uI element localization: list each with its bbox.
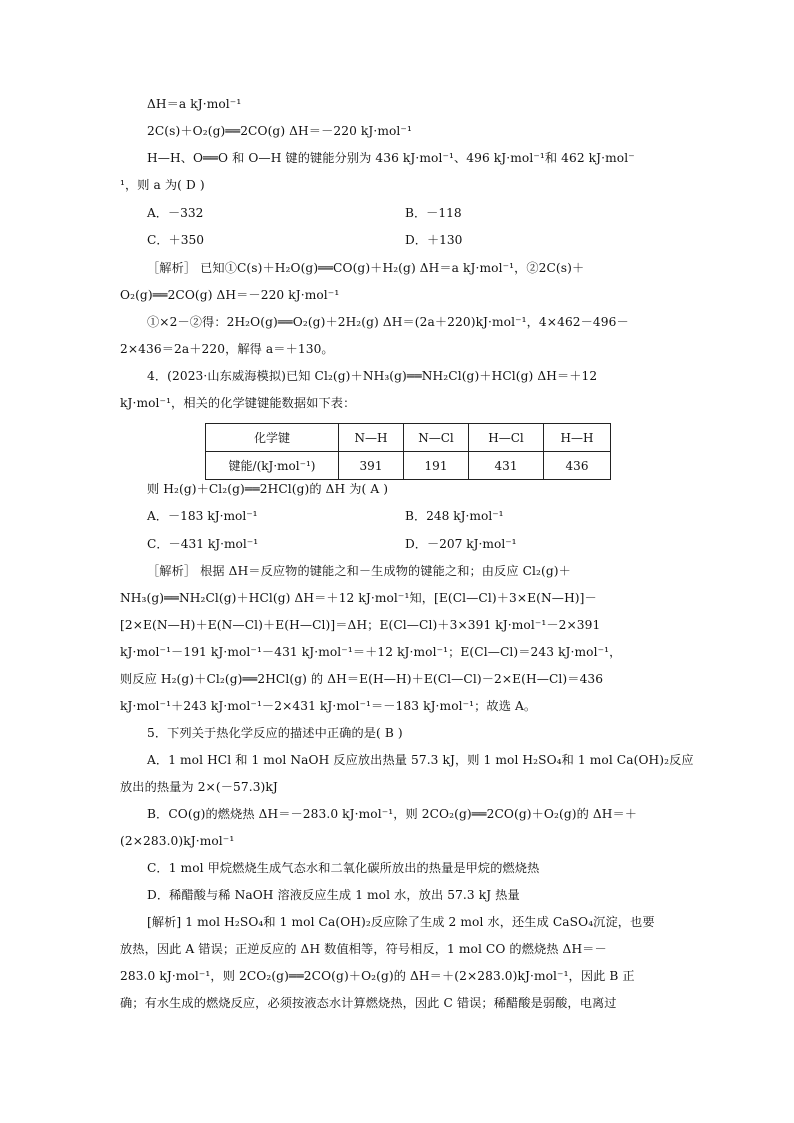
option-b: B．CO(g)的燃烧热 ΔH＝－283.0 kJ·mol⁻¹，则 2CO₂(g)══2CO(g)＋O₂(g)的 ΔH＝＋	[147, 807, 638, 821]
analysis-line: 283.0 kJ·mol⁻¹，则 2CO₂(g)══2CO(g)＋O₂(g)的 ΔH＝＋(2×283.0)kJ·mol⁻¹，因此 B 正	[120, 969, 635, 983]
table-cell: 431	[469, 452, 544, 480]
table-row	[206, 452, 611, 480]
analysis-line: 确；有水生成的燃烧反应，必须按液态水计算燃烧热，因此 C 错误；稀醋酸是弱酸，电离过	[120, 996, 617, 1010]
option-d: D．＋130	[405, 233, 463, 247]
option-d: D．稀醋酸与稀 NaOH 溶液反应生成 1 mol 水，放出 57.3 kJ 热量	[147, 888, 520, 902]
analysis-line: ［解析］ 根据 ΔH＝反应物的键能之和－生成物的键能之和；由反应 Cl₂(g)＋	[147, 564, 571, 578]
table-row-label: 键能/(kJ·mol⁻¹)	[206, 452, 339, 480]
option-b: B．248 kJ·mol⁻¹	[405, 509, 504, 523]
text-line: 2C(s)＋O₂(g)══2CO(g) ΔH＝－220 kJ·mol⁻¹	[147, 124, 412, 138]
text-line: ¹，则 a 为( D )	[120, 178, 205, 192]
table-header-cell: N—Cl	[404, 424, 469, 452]
table-header-cell: H—Cl	[469, 424, 544, 452]
table-header-row	[206, 424, 611, 452]
bond-energy-table	[205, 423, 611, 480]
text-line: H—H、O══O 和 O—H 键的键能分别为 436 kJ·mol⁻¹、496 kJ·mol⁻¹和 462 kJ·mol⁻	[147, 151, 635, 165]
option-b: B．－118	[405, 206, 462, 220]
option-a: A．－183 kJ·mol⁻¹	[147, 509, 258, 523]
analysis-line: kJ·mol⁻¹＋243 kJ·mol⁻¹－2×431 kJ·mol⁻¹＝－183 kJ·mol⁻¹；故选 A。	[120, 699, 537, 713]
analysis-line: NH₃(g)══NH₂Cl(g)＋HCl(g) ΔH＝＋12 kJ·mol⁻¹知，[E(Cl—Cl)＋3×E(N—H)]－	[120, 591, 597, 605]
analysis-line: kJ·mol⁻¹－191 kJ·mol⁻¹－431 kJ·mol⁻¹＝＋12 kJ·mol⁻¹；E(Cl—Cl)＝243 kJ·mol⁻¹，	[120, 645, 622, 659]
option-c: C．＋350	[147, 233, 204, 247]
table-header-cell: H—H	[544, 424, 611, 452]
question-line: 则 H₂(g)＋Cl₂(g)══2HCl(g)的 ΔH 为( A )	[147, 482, 389, 496]
text-line: ΔH＝a kJ·mol⁻¹	[147, 97, 242, 111]
table-header-cell: 化学键	[206, 424, 339, 452]
option-c: C．1 mol 甲烷燃烧生成气态水和二氧化碳所放出的热量是甲烷的燃烧热	[147, 861, 540, 875]
table-cell: 191	[404, 452, 469, 480]
question-line: 5．下列关于热化学反应的描述中正确的是( B )	[147, 726, 403, 740]
option-a: A．1 mol HCl 和 1 mol NaOH 反应放出热量 57.3 kJ，则 1 mol H₂SO₄和 1 mol Ca(OH)₂反应	[147, 753, 694, 767]
option-a-cont: 放出的热量为 2×(－57.3)kJ	[120, 780, 278, 794]
analysis-line: [解析] 1 mol H₂SO₄和 1 mol Ca(OH)₂反应除了生成 2 mol 水，还生成 CaSO₄沉淀，也要	[147, 915, 655, 929]
option-c: C．－431 kJ·mol⁻¹	[147, 537, 259, 551]
analysis-line: 2×436＝2a＋220，解得 a＝＋130。	[120, 342, 334, 356]
option-a: A．－332	[147, 206, 204, 220]
table-header-cell: N—H	[339, 424, 404, 452]
option-d: D．－207 kJ·mol⁻¹	[405, 537, 517, 551]
question-line: 4．(2023·山东威海模拟)已知 Cl₂(g)＋NH₃(g)══NH₂Cl(g)＋HCl(g) ΔH＝＋12	[147, 369, 598, 383]
analysis-line: 放热，因此 A 错误；正逆反应的 ΔH 数值相等，符号相反，1 mol CO 的燃烧热 ΔH＝－	[120, 942, 607, 956]
analysis-line: ①×2－②得：2H₂O(g)══O₂(g)＋2H₂(g) ΔH＝(2a＋220)kJ·mol⁻¹，4×462－496－	[147, 315, 629, 329]
option-b-cont: (2×283.0)kJ·mol⁻¹	[120, 834, 235, 848]
analysis-line: ［解析］ 已知①C(s)＋H₂O(g)══CO(g)＋H₂(g) ΔH＝a kJ·mol⁻¹，②2C(s)＋	[147, 261, 585, 275]
analysis-line: [2×E(N—H)＋E(N—Cl)＋E(H—Cl)]＝ΔH；E(Cl—Cl)＋3×391 kJ·mol⁻¹－2×391	[120, 618, 601, 632]
analysis-line: O₂(g)══2CO(g) ΔH＝－220 kJ·mol⁻¹	[120, 288, 340, 302]
question-line: kJ·mol⁻¹，相关的化学键键能数据如下表：	[120, 396, 356, 410]
table-cell: 436	[544, 452, 611, 480]
analysis-line: 则反应 H₂(g)＋Cl₂(g)══2HCl(g) 的 ΔH＝E(H—H)＋E(Cl—Cl)－2×E(H—Cl)＝436	[120, 672, 604, 686]
table-cell: 391	[339, 452, 404, 480]
